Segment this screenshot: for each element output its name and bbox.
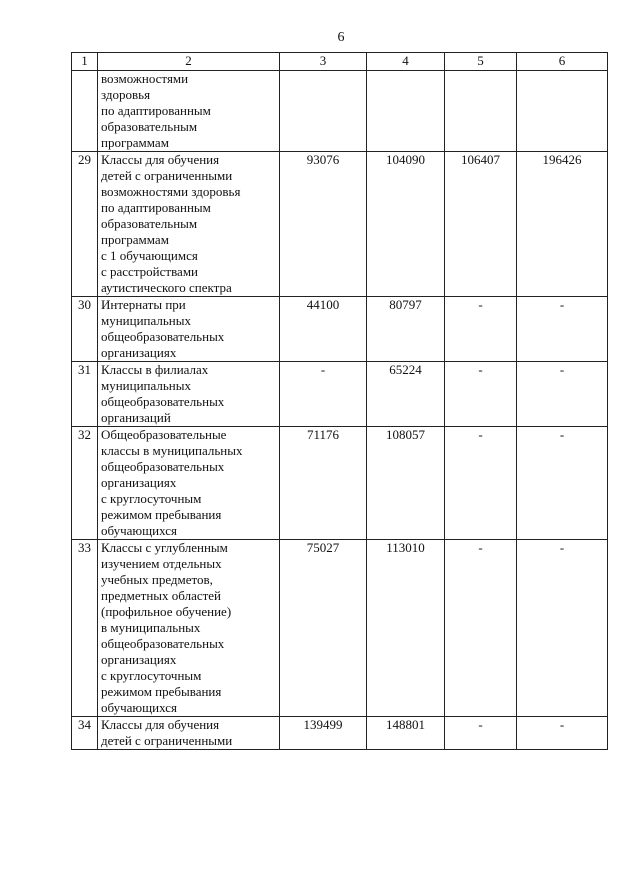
row-number: 31 [72,362,98,427]
name-line: детей с ограниченными [101,733,233,748]
row-number: 30 [72,297,98,362]
name-line: в муниципальных [101,620,201,635]
institution-type-name [98,152,280,297]
value-cell-col-5: 106407 [445,152,517,297]
name-line: с расстройствами [101,264,198,279]
header-cell-4: 4 [367,53,445,71]
name-line: (профильное обучение) [101,604,232,619]
value-cell-col-5: - [445,297,517,362]
table-row [72,152,608,297]
header-cell-6: 6 [517,53,608,71]
name-line: Классы для обучения [101,717,220,732]
institution-type-name [98,71,280,152]
name-line: Классы с углубленным [101,540,228,555]
name-line: муниципальных [101,313,192,328]
row-number: 32 [72,427,98,540]
name-line: Классы в филиалах [101,362,209,377]
name-line: общеобразовательных [101,394,225,409]
value-cell-col-3: 71176 [280,427,367,540]
name-line: общеобразовательных [101,329,225,344]
value-cell-col-5: - [445,427,517,540]
value-cell-col-3: - [280,362,367,427]
row-number: 33 [72,540,98,717]
value-cell-col-6 [517,71,608,152]
name-line: здоровья [101,87,151,102]
table-row [72,297,608,362]
value-cell-col-4: 113010 [367,540,445,717]
institution-type-name [98,362,280,427]
name-line: организациях [101,345,177,360]
value-cell-col-3 [280,71,367,152]
value-cell-col-6: 196426 [517,152,608,297]
header-cell-1: 1 [72,53,98,71]
name-line: по адаптированным [101,103,211,118]
name-line: предметных областей [101,588,222,603]
value-cell-col-4: 80797 [367,297,445,362]
name-line: организаций [101,410,171,425]
institution-type-name [98,540,280,717]
table-row [72,427,608,540]
table-row [72,71,608,152]
name-line: учебных предметов, [101,572,213,587]
value-cell-col-3: 44100 [280,297,367,362]
table-row [72,362,608,427]
name-line: Классы для обучения [101,152,220,167]
name-line: муниципальных [101,378,192,393]
name-line: программам [101,135,169,150]
header-cell-5: 5 [445,53,517,71]
name-line: с круглосуточным [101,668,202,683]
value-cell-col-6: - [517,717,608,750]
institution-type-name [98,297,280,362]
name-line: возможностями [101,71,189,86]
institution-type-name [98,717,280,750]
value-cell-col-6: - [517,427,608,540]
name-line: с круглосуточным [101,491,202,506]
page-number: 6 [337,30,345,45]
name-line: общеобразовательных [101,459,225,474]
value-cell-col-4: 148801 [367,717,445,750]
value-cell-col-4: 108057 [367,427,445,540]
name-line: программам [101,232,169,247]
name-line: общеобразовательных [101,636,225,651]
value-cell-col-4: 65224 [367,362,445,427]
value-cell-col-6: - [517,297,608,362]
row-number [72,71,98,152]
name-line: обучающихся [101,700,177,715]
value-cell-col-4 [367,71,445,152]
value-cell-col-4: 104090 [367,152,445,297]
header-cell-2: 2 [98,53,280,71]
value-cell-col-5: - [445,540,517,717]
value-cell-col-3: 75027 [280,540,367,717]
value-cell-col-6: - [517,362,608,427]
value-cell-col-3: 93076 [280,152,367,297]
name-line: режимом пребывания [101,684,222,699]
name-line: возможностями здоровья [101,184,241,199]
value-cell-col-5 [445,71,517,152]
table-row [72,540,608,717]
name-line: образовательным [101,216,198,231]
value-cell-col-6: - [517,540,608,717]
name-line: режимом пребывания [101,507,222,522]
table-row [72,717,608,750]
institution-type-name [98,427,280,540]
table-body [72,71,608,750]
data-table [71,52,608,750]
name-line: аутистического спектра [101,280,232,295]
name-line: образовательным [101,119,198,134]
name-line: детей с ограниченными [101,168,233,183]
row-number: 29 [72,152,98,297]
name-line: Общеобразовательные [101,427,227,442]
name-line: организациях [101,475,177,490]
value-cell-col-3: 139499 [280,717,367,750]
value-cell-col-5: - [445,362,517,427]
name-line: с 1 обучающимся [101,248,198,263]
header-row [72,53,608,71]
name-line: Интернаты при [101,297,186,312]
name-line: классы в муниципальных [101,443,243,458]
name-line: по адаптированным [101,200,211,215]
name-line: организациях [101,652,177,667]
name-line: обучающихся [101,523,177,538]
value-cell-col-5: - [445,717,517,750]
header-cell-3: 3 [280,53,367,71]
row-number: 34 [72,717,98,750]
name-line: изучением отдельных [101,556,222,571]
